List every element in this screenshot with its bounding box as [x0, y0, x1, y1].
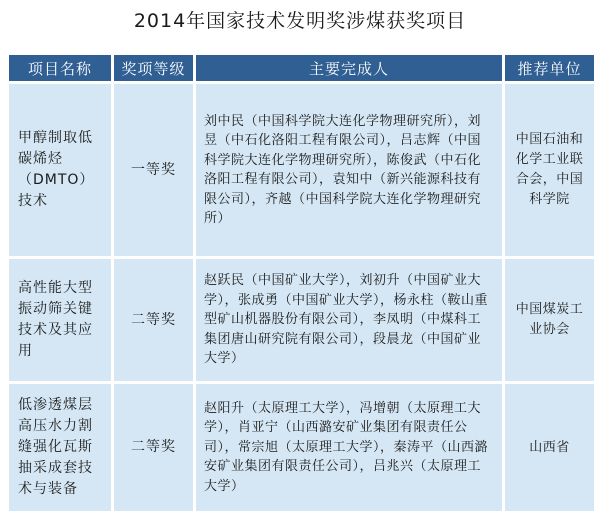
- column-header-main-contributors: 主要完成人: [196, 55, 502, 81]
- recommending-unit-cell: 中国煤炭工业协会: [505, 259, 594, 381]
- award-level-cell: 一等奖: [114, 84, 193, 256]
- project-name-cell: 甲醇制取低碳烯烃（DMTO）技术: [9, 84, 111, 256]
- recommending-unit-cell: 中国石油和化学工业联合会，中国科学院: [505, 84, 594, 256]
- project-name-cell: 高性能大型振动筛关键技术及其应用: [9, 259, 111, 381]
- award-level-cell: 二等奖: [114, 259, 193, 381]
- table-header-row: [9, 55, 594, 81]
- contributors-cell: 赵阳升（太原理工大学），冯增朝（太原理工大学），肖亚宁（山西潞安矿业集团有限责任公司），常宗旭（太原理工大学），秦涛平（山西潞安矿业集团有限责任公司），吕兆兴（太原理工大学）: [196, 384, 502, 511]
- awards-table: [6, 52, 597, 514]
- column-header-award-level: 奖项等级: [114, 55, 193, 81]
- contributors-cell: 赵跃民（中国矿业大学），刘初升（中国矿业大学），张成勇（中国矿业大学），杨永柱（鞍山重型矿山机器股份有限公司），李凤明（中煤科工集团唐山研究院有限公司），段晨龙（中国矿业大学）: [196, 259, 502, 381]
- project-name-cell: 低渗透煤层高压水力割缝强化瓦斯抽采成套技术与装备: [9, 384, 111, 511]
- recommending-unit-cell: 山西省: [505, 384, 594, 511]
- table-row: [9, 84, 594, 256]
- page-title: 2014年国家技术发明奖涉煤获奖项目: [133, 10, 467, 32]
- table-row: [9, 259, 594, 381]
- column-header-project-name: 项目名称: [9, 55, 111, 81]
- column-header-recommending-unit: 推荐单位: [505, 55, 594, 81]
- contributors-cell: 刘中民（中国科学院大连化学物理研究所），刘昱（中石化洛阳工程有限公司），吕志辉（中国科学院大连化学物理研究所），陈俊武（中石化洛阳工程有限公司），袁知中（新兴能源科技有限公司），齐越（中国科学院大连化学物理研究所）: [196, 84, 502, 256]
- award-level-cell: 二等奖: [114, 384, 193, 511]
- table-row: [9, 384, 594, 511]
